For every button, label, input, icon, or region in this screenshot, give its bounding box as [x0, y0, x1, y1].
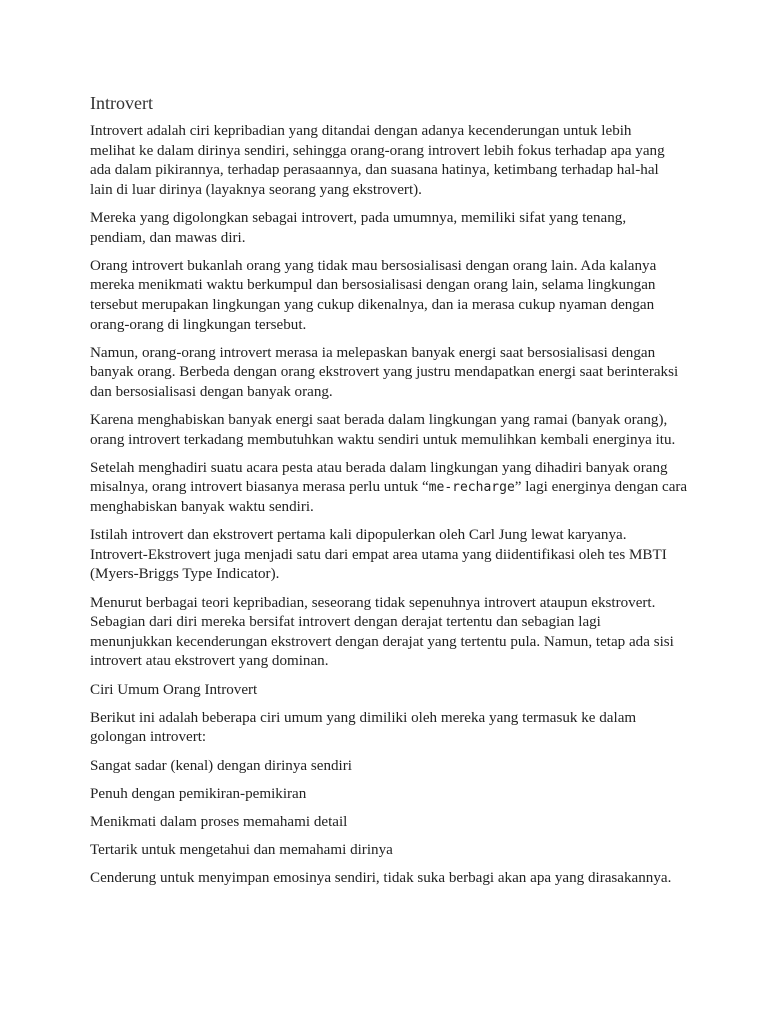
list-item: Tertarik untuk mengetahui dan memahami dirinya	[90, 842, 393, 859]
paragraph-definition: Introvert adalah ciri kepribadian yang ditandai dengan adanya kecenderungan untuk lebih melihat ke dalam dirinya sendiri, sehingga orang-orang introvert lebih fokus terhadap apa yang ada dalam pikirannya, terhadap perasaannya, dan suasana hatinya, ketimbang terhadap hal-hal lain di luar dirinya (layaknya seorang yang ekstrovert).	[90, 123, 665, 198]
section-heading: Ciri Umum Orang Introvert	[90, 681, 258, 698]
paragraph-recovery: Karena menghabiskan banyak energi saat berada dalam lingkungan yang ramai (banyak orang), orang introvert terkadang membutuhkan waktu sendiri untuk memulihkan kembali energinya itu.	[90, 412, 676, 448]
document-page	[90, 92, 690, 898]
paragraph-party	[90, 459, 690, 518]
party-text-after: ” lagi energinya dengan cara menghabiskan banyak waktu sendiri.	[90, 479, 688, 516]
paragraph-theory: Menurut berbagai teori kepribadian, seseorang tidak sepenuhnya introvert ataupun ekstrovert. Sebagian dari diri mereka bersifat introvert dengan derajat tertentu dan sebagian lagi menunjukkan kecenderungan ekstrovert dengan derajat yang tertentu pula. Namun, tetap ada sisi introvert atau ekstrovert yang dominan.	[90, 594, 674, 670]
paragraph-intro-list: Berikut ini adalah beberapa ciri umum yang dimiliki oleh mereka yang termasuk ke dalam golongan introvert:	[90, 709, 637, 746]
recharge-term: me-recharge	[428, 480, 515, 496]
list-item: Sangat sadar (kenal) dengan dirinya sendiri	[90, 757, 352, 774]
list-item: Penuh dengan pemikiran-pemikiran	[90, 785, 307, 802]
party-text-before: Setelah menghadiri suatu acara pesta atau berada dalam lingkungan yang dihadiri banyak orang misalnya, orang introvert biasanya merasa perlu untuk “	[90, 459, 668, 496]
document-title: Introvert	[90, 93, 153, 113]
paragraph-traits: Mereka yang digolongkan sebagai introvert, pada umumnya, memiliki sifat yang tenang, pendiam, dan mawas diri.	[90, 209, 627, 246]
paragraph-history: Istilah introvert dan ekstrovert pertama kali dipopulerkan oleh Carl Jung lewat karyanya. Introvert-Ekstrovert juga menjadi satu dari empat area utama yang diidentifikasi oleh tes MBTI (Myers-Briggs Type Indicator).	[90, 527, 667, 583]
paragraph-socializing: Orang introvert bukanlah orang yang tidak mau bersosialisasi dengan orang lain. Ada kalanya mereka menikmati waktu berkumpul dan bersosialisasi dengan orang lain, selama lingkungan tersebut merupakan lingkungan yang cukup dikenalnya, dan ia merasa cukup nyaman dengan orang-orang di lingkungan tersebut.	[90, 257, 657, 333]
list-item: Cenderung untuk menyimpan emosinya sendiri, tidak suka berbagi akan apa yang dirasakannya.	[90, 870, 672, 887]
paragraph-energy: Namun, orang-orang introvert merasa ia melepaskan banyak energi saat bersosialisasi dengan banyak orang. Berbeda dengan orang ekstrovert yang justru mendapatkan energi saat berinteraksi dan bersosialisasi dengan banyak orang.	[90, 344, 679, 400]
list-item: Menikmati dalam proses memahami detail	[90, 813, 348, 830]
